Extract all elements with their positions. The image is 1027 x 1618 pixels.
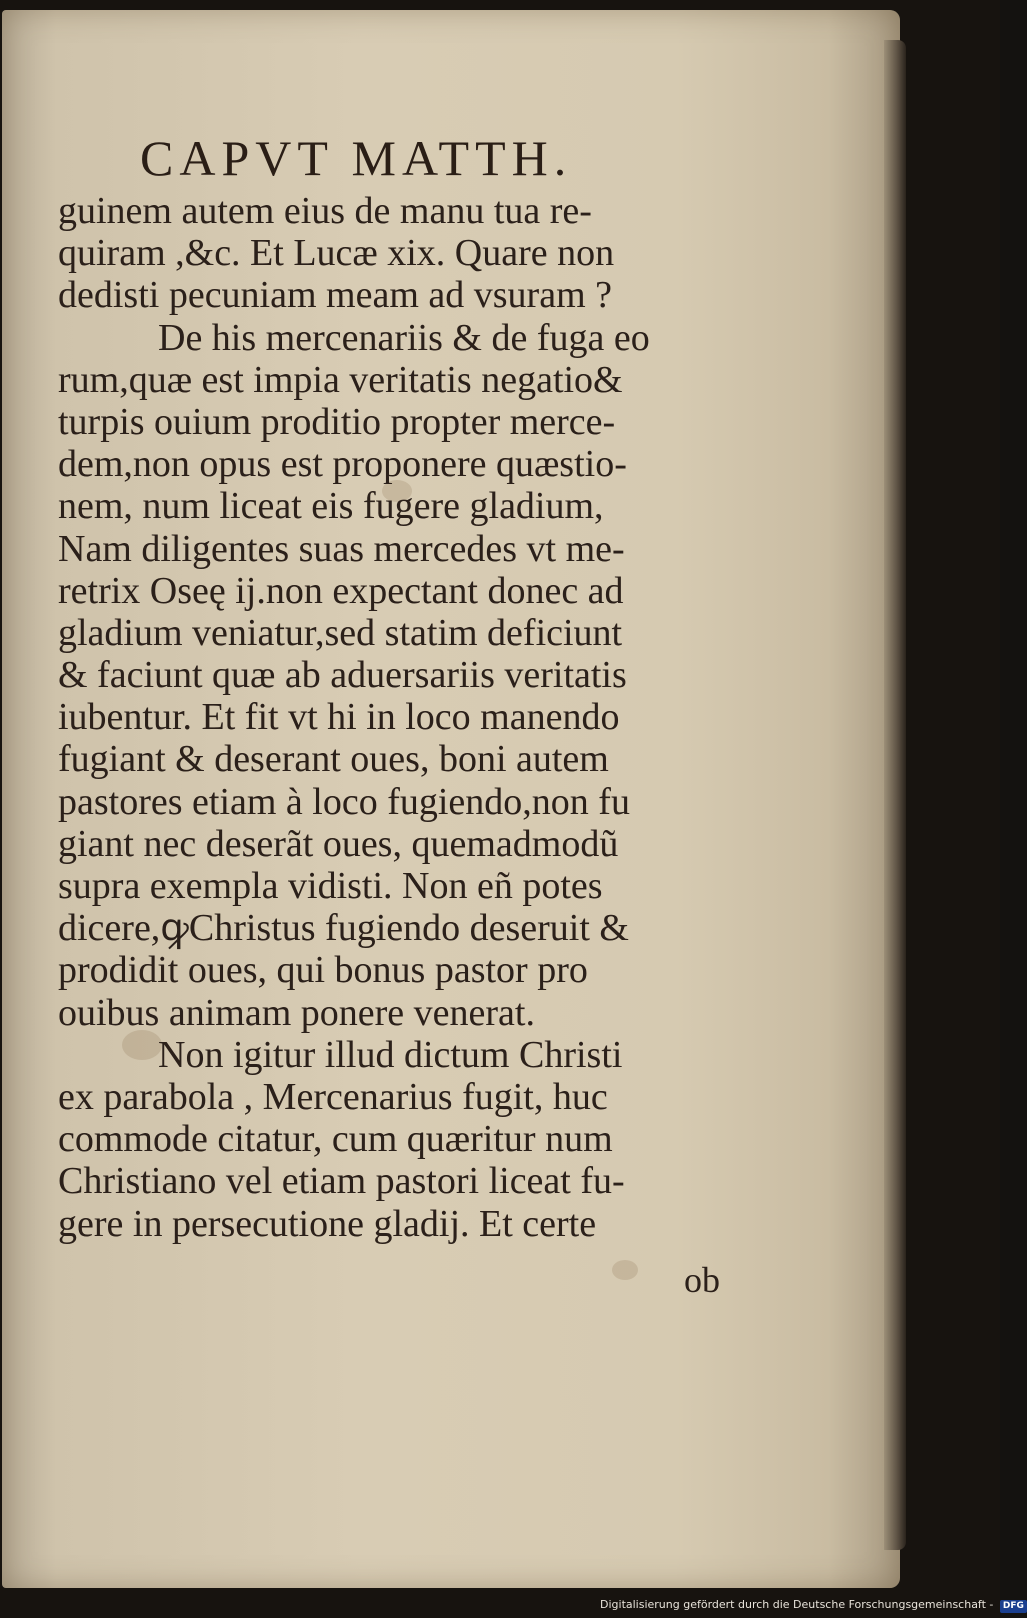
page-edge-shadow (884, 40, 906, 1550)
text-line: giant nec deserãt oues, quemadmodũ (58, 822, 619, 865)
text-line: De his mercenariis & de fuga eo (158, 316, 650, 359)
dfg-logo-icon: DFG (1000, 1600, 1027, 1613)
text-line: guinem autem eius de manu tua re- (58, 190, 592, 232)
text-line: & faciunt quæ ab aduersariis veritatis (58, 654, 627, 697)
page-body-text (58, 190, 728, 1245)
digitization-credit (600, 1596, 1024, 1614)
running-heading: CAPVT MATTH. (140, 130, 573, 186)
text-line: gladium veniatur,sed statim deficiunt (58, 611, 623, 654)
text-line: prodidit oues, qui bonus pastor pro (58, 949, 588, 992)
credit-text: Digitalisierung gefördert durch die Deutsche Forschungsgemeinschaft - (600, 1598, 994, 1611)
text-line: dedisti pecuniam meam ad vsuram ? (58, 274, 612, 317)
text-line: commode citatur, cum quæritur num (58, 1118, 613, 1161)
text-line: quiram ,&c. Et Lucæ xix. Quare non (58, 232, 615, 275)
text-line: dem,non opus est proponere quæstio- (58, 443, 627, 486)
text-line: Non igitur illud dictum Christi (158, 1033, 623, 1076)
text-line: iubentur. Et fit vt hi in loco manendo (58, 696, 620, 739)
text-line: nem, num liceat eis fugere gladium, (58, 485, 604, 528)
text-line: rum,quæ est impia veritatis negatio& (58, 358, 623, 401)
text-line: pastores etiam à loco fugiendo,non fu (58, 780, 630, 823)
text-line: Nam diligentes suas mercedes vt me- (58, 527, 625, 570)
text-line: Christiano vel etiam pastori liceat fu- (58, 1160, 625, 1203)
text-line: ex parabola , Mercenarius fugit, huc (58, 1075, 608, 1118)
text-line: ouibus animam ponere venerat. (58, 991, 535, 1034)
catchword: ob (684, 1260, 720, 1300)
text-line: turpis ouium proditio propter merce- (58, 400, 616, 443)
text-line: gere in persecutione gladij. Et certe (58, 1202, 597, 1245)
text-line: fugiant & deserant oues, boni autem (58, 738, 609, 781)
text-line: dicere,ꝙChristus fugiendo deseruit & (58, 907, 629, 950)
text-line: retrix Oseę ij.non expectant donec ad (58, 569, 624, 612)
text-line: supra exempla vidisti. Non eñ potes (58, 865, 603, 907)
